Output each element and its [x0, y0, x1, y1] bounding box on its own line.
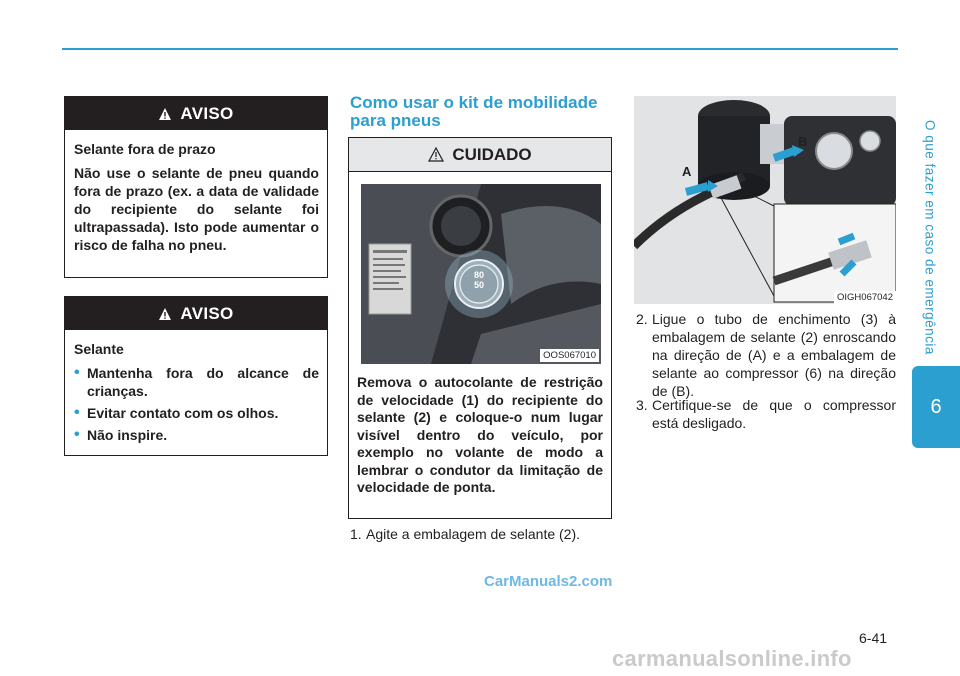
warning-box-expired-sealant — [64, 96, 328, 278]
step-item — [636, 396, 896, 432]
caution-triangle-icon — [428, 147, 444, 162]
caution-header — [349, 138, 611, 172]
step-item — [350, 525, 612, 543]
list-item: • Mantenha fora do alcance de crianças. — [74, 364, 319, 400]
watermark-link[interactable]: CarManuals2.com — [484, 573, 613, 590]
chapter-number-tab[interactable]: 6 — [912, 366, 960, 448]
step-text: Agite a embalagem de selante (2). — [366, 526, 581, 542]
step-number: 2. — [636, 311, 648, 327]
warning-list — [74, 364, 319, 444]
figure-code: OIGH067042 — [834, 291, 896, 304]
caution-box — [348, 137, 612, 519]
dashboard-sticker-figure — [361, 184, 601, 364]
list-item: • Evitar contato com os olhos. — [74, 404, 319, 422]
step-item — [636, 310, 896, 400]
chapter-title: O que fazer em caso de emergência — [922, 120, 938, 355]
warning-heading: Selante — [74, 341, 124, 357]
step-text: Certifique-se de que o compressor está desligado. — [652, 397, 896, 431]
speed-limit-sticker — [464, 270, 494, 290]
warning-header — [65, 97, 327, 130]
warning-text: Não use o selante de pneu quando fora de prazo (ex. a data de validade do recipiente do selante foi ultrapassada). Isto pode aumentar o risco de falha no pneu. — [74, 165, 319, 253]
caution-title: CUIDADO — [452, 144, 532, 164]
warning-heading: Selante fora de prazo — [74, 141, 216, 157]
footer-site-watermark: carmanualsonline.info — [612, 646, 852, 671]
step-text: Ligue o tubo de enchimento (3) à embalagem de selante (2) enroscando na direção de (A) e a embalagem de selante ao compressor (6) na direção de (B). — [652, 311, 896, 399]
step-number: 1. — [350, 526, 362, 542]
figure-code: OOS067010 — [540, 349, 599, 362]
speed-bottom: 50 — [473, 280, 484, 290]
caution-text: Remova o autocolante de restrição de velocidade (1) do recipiente do selante (2) e coloque-o num lugar visível dentro do veículo, por exemplo no volante de modo a lembrar o condutor da limitação de velocidade de ponta. — [357, 374, 603, 495]
warning-triangle-icon — [158, 107, 172, 121]
warning-title: AVISO — [180, 303, 234, 323]
step-number: 3. — [636, 397, 648, 413]
page-number: 6-41 — [859, 630, 888, 646]
warning-header — [65, 297, 327, 330]
label-b: B — [798, 134, 808, 149]
warning-box-sealant — [64, 296, 328, 456]
warning-triangle-icon — [158, 307, 172, 321]
label-a: A — [682, 164, 692, 179]
section-title: Como usar o kit de mobilidade para pneus — [350, 93, 598, 130]
warning-title: AVISO — [180, 103, 234, 123]
list-item: • Não inspire. — [74, 426, 319, 444]
sealant-connection-figure — [634, 96, 896, 304]
speed-top: 80 — [473, 270, 484, 280]
top-rule — [62, 48, 898, 50]
sealant-kit-illustration — [634, 96, 896, 304]
